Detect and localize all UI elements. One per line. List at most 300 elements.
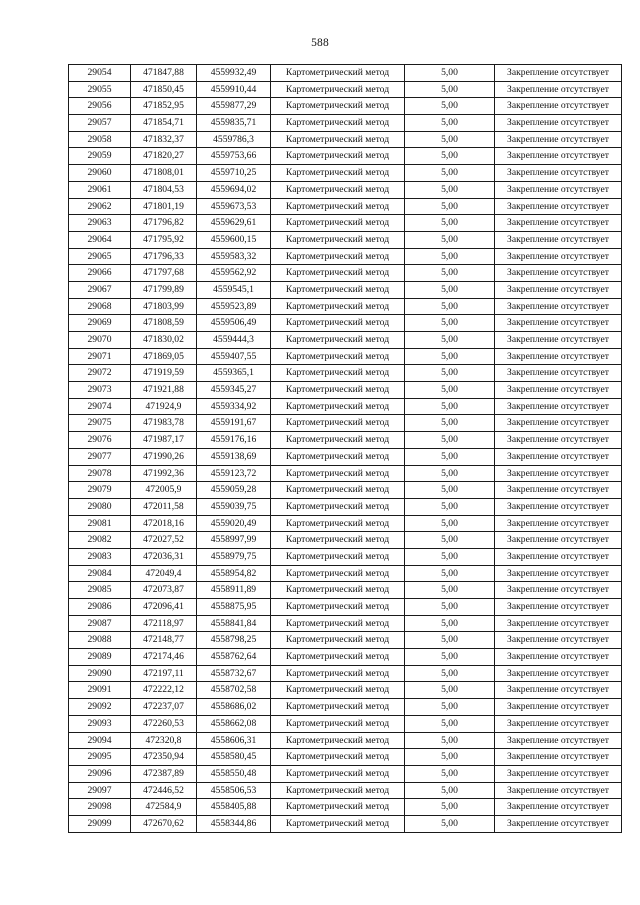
point-number-cell: 29054 — [69, 65, 131, 82]
y-coordinate-cell: 4559345,27 — [197, 382, 271, 399]
accuracy-cell: 5,00 — [405, 448, 495, 465]
table-row — [69, 765, 622, 782]
accuracy-cell: 5,00 — [405, 365, 495, 382]
fixation-cell: Закрепление отсутствует — [495, 749, 622, 766]
point-number-cell: 29092 — [69, 699, 131, 716]
table-row — [69, 65, 622, 82]
table-row — [69, 682, 622, 699]
y-coordinate-cell: 4558506,53 — [197, 782, 271, 799]
y-coordinate-cell: 4559176,16 — [197, 432, 271, 449]
y-coordinate-cell: 4559600,15 — [197, 231, 271, 248]
point-number-cell: 29080 — [69, 498, 131, 515]
accuracy-cell: 5,00 — [405, 532, 495, 549]
x-coordinate-cell: 471799,89 — [131, 281, 197, 298]
fixation-cell: Закрепление отсутствует — [495, 181, 622, 198]
fixation-cell: Закрепление отсутствует — [495, 765, 622, 782]
point-number-cell: 29073 — [69, 382, 131, 399]
table-row — [69, 165, 622, 182]
y-coordinate-cell: 4559444,3 — [197, 332, 271, 349]
x-coordinate-cell: 472222,12 — [131, 682, 197, 699]
method-cell: Картометрический метод — [271, 248, 405, 265]
y-coordinate-cell: 4559545,1 — [197, 281, 271, 298]
fixation-cell: Закрепление отсутствует — [495, 98, 622, 115]
y-coordinate-cell: 4559365,1 — [197, 365, 271, 382]
y-coordinate-cell: 4559877,29 — [197, 98, 271, 115]
table-row — [69, 115, 622, 132]
table-row — [69, 382, 622, 399]
x-coordinate-cell: 471796,33 — [131, 248, 197, 265]
method-cell: Картометрический метод — [271, 365, 405, 382]
y-coordinate-cell: 4558686,02 — [197, 699, 271, 716]
x-coordinate-cell: 472387,89 — [131, 765, 197, 782]
x-coordinate-cell: 472018,16 — [131, 515, 197, 532]
table-row — [69, 265, 622, 282]
table-row — [69, 248, 622, 265]
y-coordinate-cell: 4558875,95 — [197, 599, 271, 616]
fixation-cell: Закрепление отсутствует — [495, 298, 622, 315]
table-row — [69, 732, 622, 749]
x-coordinate-cell: 471990,26 — [131, 448, 197, 465]
method-cell: Картометрический метод — [271, 782, 405, 799]
accuracy-cell: 5,00 — [405, 215, 495, 232]
method-cell: Картометрический метод — [271, 732, 405, 749]
x-coordinate-cell: 471804,53 — [131, 181, 197, 198]
y-coordinate-cell: 4559138,69 — [197, 448, 271, 465]
method-cell: Картометрический метод — [271, 332, 405, 349]
accuracy-cell: 5,00 — [405, 699, 495, 716]
point-number-cell: 29064 — [69, 231, 131, 248]
fixation-cell: Закрепление отсутствует — [495, 482, 622, 499]
table-row — [69, 215, 622, 232]
x-coordinate-cell: 471852,95 — [131, 98, 197, 115]
x-coordinate-cell: 471832,37 — [131, 131, 197, 148]
accuracy-cell: 5,00 — [405, 348, 495, 365]
method-cell: Картометрический метод — [271, 599, 405, 616]
point-number-cell: 29089 — [69, 649, 131, 666]
method-cell: Картометрический метод — [271, 98, 405, 115]
point-number-cell: 29081 — [69, 515, 131, 532]
y-coordinate-cell: 4558732,67 — [197, 665, 271, 682]
table-row — [69, 465, 622, 482]
y-coordinate-cell: 4559835,71 — [197, 115, 271, 132]
point-number-cell: 29068 — [69, 298, 131, 315]
y-coordinate-cell: 4558997,99 — [197, 532, 271, 549]
fixation-cell: Закрепление отсутствует — [495, 231, 622, 248]
method-cell: Картометрический метод — [271, 515, 405, 532]
method-cell: Картометрический метод — [271, 532, 405, 549]
y-coordinate-cell: 4558762,64 — [197, 649, 271, 666]
x-coordinate-cell: 471921,88 — [131, 382, 197, 399]
accuracy-cell: 5,00 — [405, 799, 495, 816]
point-number-cell: 29059 — [69, 148, 131, 165]
table-row — [69, 348, 622, 365]
method-cell: Картометрический метод — [271, 298, 405, 315]
fixation-cell: Закрепление отсутствует — [495, 348, 622, 365]
y-coordinate-cell: 4558344,86 — [197, 815, 271, 832]
method-cell: Картометрический метод — [271, 465, 405, 482]
fixation-cell: Закрепление отсутствует — [495, 615, 622, 632]
fixation-cell: Закрепление отсутствует — [495, 649, 622, 666]
accuracy-cell: 5,00 — [405, 498, 495, 515]
fixation-cell: Закрепление отсутствует — [495, 465, 622, 482]
point-number-cell: 29097 — [69, 782, 131, 799]
method-cell: Картометрический метод — [271, 749, 405, 766]
y-coordinate-cell: 4559059,28 — [197, 482, 271, 499]
x-coordinate-cell: 471808,59 — [131, 315, 197, 332]
y-coordinate-cell: 4559629,61 — [197, 215, 271, 232]
x-coordinate-cell: 471796,82 — [131, 215, 197, 232]
fixation-cell: Закрепление отсутствует — [495, 415, 622, 432]
x-coordinate-cell: 471808,01 — [131, 165, 197, 182]
y-coordinate-cell: 4558662,08 — [197, 715, 271, 732]
accuracy-cell: 5,00 — [405, 382, 495, 399]
point-number-cell: 29096 — [69, 765, 131, 782]
y-coordinate-cell: 4558798,25 — [197, 632, 271, 649]
accuracy-cell: 5,00 — [405, 415, 495, 432]
accuracy-cell: 5,00 — [405, 265, 495, 282]
y-coordinate-cell: 4558911,89 — [197, 582, 271, 599]
fixation-cell: Закрепление отсутствует — [495, 682, 622, 699]
accuracy-cell: 5,00 — [405, 231, 495, 248]
x-coordinate-cell: 471924,9 — [131, 398, 197, 415]
method-cell: Картометрический метод — [271, 382, 405, 399]
y-coordinate-cell: 4559407,55 — [197, 348, 271, 365]
method-cell: Картометрический метод — [271, 815, 405, 832]
method-cell: Картометрический метод — [271, 632, 405, 649]
table-row — [69, 649, 622, 666]
fixation-cell: Закрепление отсутствует — [495, 332, 622, 349]
table-row — [69, 432, 622, 449]
accuracy-cell: 5,00 — [405, 332, 495, 349]
fixation-cell: Закрепление отсутствует — [495, 382, 622, 399]
coordinates-table — [68, 64, 622, 833]
x-coordinate-cell: 472148,77 — [131, 632, 197, 649]
fixation-cell: Закрепление отсутствует — [495, 398, 622, 415]
method-cell: Картометрический метод — [271, 448, 405, 465]
point-number-cell: 29099 — [69, 815, 131, 832]
point-number-cell: 29087 — [69, 615, 131, 632]
x-coordinate-cell: 471795,92 — [131, 231, 197, 248]
y-coordinate-cell: 4558979,75 — [197, 548, 271, 565]
table-row — [69, 398, 622, 415]
table-row — [69, 615, 622, 632]
table-row — [69, 632, 622, 649]
accuracy-cell: 5,00 — [405, 765, 495, 782]
method-cell: Картометрический метод — [271, 231, 405, 248]
y-coordinate-cell: 4559039,75 — [197, 498, 271, 515]
fixation-cell: Закрепление отсутствует — [495, 281, 622, 298]
y-coordinate-cell: 4558580,45 — [197, 749, 271, 766]
fixation-cell: Закрепление отсутствует — [495, 732, 622, 749]
coordinates-table-body — [69, 65, 622, 833]
accuracy-cell: 5,00 — [405, 98, 495, 115]
table-row — [69, 582, 622, 599]
method-cell: Картометрический метод — [271, 615, 405, 632]
table-row — [69, 665, 622, 682]
table-row — [69, 131, 622, 148]
accuracy-cell: 5,00 — [405, 131, 495, 148]
y-coordinate-cell: 4558606,31 — [197, 732, 271, 749]
x-coordinate-cell: 471830,02 — [131, 332, 197, 349]
y-coordinate-cell: 4559523,89 — [197, 298, 271, 315]
table-row — [69, 98, 622, 115]
accuracy-cell: 5,00 — [405, 465, 495, 482]
fixation-cell: Закрепление отсутствует — [495, 515, 622, 532]
y-coordinate-cell: 4559506,49 — [197, 315, 271, 332]
x-coordinate-cell: 472350,94 — [131, 749, 197, 766]
point-number-cell: 29056 — [69, 98, 131, 115]
point-number-cell: 29085 — [69, 582, 131, 599]
method-cell: Картометрический метод — [271, 398, 405, 415]
point-number-cell: 29057 — [69, 115, 131, 132]
x-coordinate-cell: 471869,05 — [131, 348, 197, 365]
table-row — [69, 81, 622, 98]
fixation-cell: Закрепление отсутствует — [495, 665, 622, 682]
accuracy-cell: 5,00 — [405, 248, 495, 265]
method-cell: Картометрический метод — [271, 165, 405, 182]
x-coordinate-cell: 472260,53 — [131, 715, 197, 732]
fixation-cell: Закрепление отсутствует — [495, 198, 622, 215]
x-coordinate-cell: 472174,46 — [131, 649, 197, 666]
accuracy-cell: 5,00 — [405, 548, 495, 565]
table-row — [69, 231, 622, 248]
accuracy-cell: 5,00 — [405, 482, 495, 499]
x-coordinate-cell: 472073,87 — [131, 582, 197, 599]
accuracy-cell: 5,00 — [405, 432, 495, 449]
accuracy-cell: 5,00 — [405, 65, 495, 82]
accuracy-cell: 5,00 — [405, 665, 495, 682]
method-cell: Картометрический метод — [271, 699, 405, 716]
y-coordinate-cell: 4559673,53 — [197, 198, 271, 215]
table-row — [69, 699, 622, 716]
x-coordinate-cell: 471801,19 — [131, 198, 197, 215]
accuracy-cell: 5,00 — [405, 632, 495, 649]
x-coordinate-cell: 472584,9 — [131, 799, 197, 816]
point-number-cell: 29060 — [69, 165, 131, 182]
fixation-cell: Закрепление отсутствует — [495, 432, 622, 449]
x-coordinate-cell: 472005,9 — [131, 482, 197, 499]
accuracy-cell: 5,00 — [405, 298, 495, 315]
accuracy-cell: 5,00 — [405, 715, 495, 732]
y-coordinate-cell: 4559910,44 — [197, 81, 271, 98]
method-cell: Картометрический метод — [271, 198, 405, 215]
table-row — [69, 498, 622, 515]
method-cell: Картометрический метод — [271, 548, 405, 565]
x-coordinate-cell: 472036,31 — [131, 548, 197, 565]
accuracy-cell: 5,00 — [405, 515, 495, 532]
table-row — [69, 715, 622, 732]
x-coordinate-cell: 472237,07 — [131, 699, 197, 716]
table-row — [69, 749, 622, 766]
x-coordinate-cell: 471992,36 — [131, 465, 197, 482]
fixation-cell: Закрепление отсутствует — [495, 632, 622, 649]
y-coordinate-cell: 4559123,72 — [197, 465, 271, 482]
method-cell: Картометрический метод — [271, 715, 405, 732]
point-number-cell: 29082 — [69, 532, 131, 549]
table-row — [69, 515, 622, 532]
method-cell: Картометрический метод — [271, 348, 405, 365]
table-row — [69, 482, 622, 499]
point-number-cell: 29091 — [69, 682, 131, 699]
method-cell: Картометрический метод — [271, 582, 405, 599]
x-coordinate-cell: 472049,4 — [131, 565, 197, 582]
method-cell: Картометрический метод — [271, 315, 405, 332]
method-cell: Картометрический метод — [271, 415, 405, 432]
method-cell: Картометрический метод — [271, 148, 405, 165]
method-cell: Картометрический метод — [271, 131, 405, 148]
fixation-cell: Закрепление отсутствует — [495, 815, 622, 832]
accuracy-cell: 5,00 — [405, 398, 495, 415]
table-row — [69, 565, 622, 582]
accuracy-cell: 5,00 — [405, 749, 495, 766]
point-number-cell: 29077 — [69, 448, 131, 465]
fixation-cell: Закрепление отсутствует — [495, 498, 622, 515]
fixation-cell: Закрепление отсутствует — [495, 532, 622, 549]
point-number-cell: 29075 — [69, 415, 131, 432]
y-coordinate-cell: 4559191,67 — [197, 415, 271, 432]
x-coordinate-cell: 471797,68 — [131, 265, 197, 282]
table-row — [69, 415, 622, 432]
x-coordinate-cell: 472446,52 — [131, 782, 197, 799]
accuracy-cell: 5,00 — [405, 198, 495, 215]
fixation-cell: Закрепление отсутствует — [495, 448, 622, 465]
y-coordinate-cell: 4559710,25 — [197, 165, 271, 182]
table-row — [69, 315, 622, 332]
fixation-cell: Закрепление отсутствует — [495, 715, 622, 732]
point-number-cell: 29069 — [69, 315, 131, 332]
x-coordinate-cell: 471803,99 — [131, 298, 197, 315]
method-cell: Картометрический метод — [271, 65, 405, 82]
fixation-cell: Закрепление отсутствует — [495, 65, 622, 82]
point-number-cell: 29093 — [69, 715, 131, 732]
method-cell: Картометрический метод — [271, 665, 405, 682]
accuracy-cell: 5,00 — [405, 782, 495, 799]
y-coordinate-cell: 4558550,48 — [197, 765, 271, 782]
fixation-cell: Закрепление отсутствует — [495, 248, 622, 265]
accuracy-cell: 5,00 — [405, 148, 495, 165]
fixation-cell: Закрепление отсутствует — [495, 265, 622, 282]
table-row — [69, 181, 622, 198]
table-row — [69, 548, 622, 565]
y-coordinate-cell: 4559020,49 — [197, 515, 271, 532]
table-row — [69, 198, 622, 215]
accuracy-cell: 5,00 — [405, 582, 495, 599]
point-number-cell: 29088 — [69, 632, 131, 649]
x-coordinate-cell: 472011,58 — [131, 498, 197, 515]
method-cell: Картометрический метод — [271, 498, 405, 515]
point-number-cell: 29086 — [69, 599, 131, 616]
fixation-cell: Закрепление отсутствует — [495, 131, 622, 148]
table-row — [69, 799, 622, 816]
point-number-cell: 29094 — [69, 732, 131, 749]
point-number-cell: 29078 — [69, 465, 131, 482]
table-row — [69, 281, 622, 298]
x-coordinate-cell: 472118,97 — [131, 615, 197, 632]
method-cell: Картометрический метод — [271, 215, 405, 232]
fixation-cell: Закрепление отсутствует — [495, 599, 622, 616]
fixation-cell: Закрепление отсутствует — [495, 699, 622, 716]
fixation-cell: Закрепление отсутствует — [495, 315, 622, 332]
method-cell: Картометрический метод — [271, 181, 405, 198]
point-number-cell: 29071 — [69, 348, 131, 365]
accuracy-cell: 5,00 — [405, 165, 495, 182]
point-number-cell: 29055 — [69, 81, 131, 98]
table-row — [69, 448, 622, 465]
y-coordinate-cell: 4559694,02 — [197, 181, 271, 198]
method-cell: Картометрический метод — [271, 281, 405, 298]
y-coordinate-cell: 4559786,3 — [197, 131, 271, 148]
x-coordinate-cell: 471820,27 — [131, 148, 197, 165]
fixation-cell: Закрепление отсутствует — [495, 582, 622, 599]
table-row — [69, 148, 622, 165]
fixation-cell: Закрепление отсутствует — [495, 165, 622, 182]
x-coordinate-cell: 472197,11 — [131, 665, 197, 682]
method-cell: Картометрический метод — [271, 765, 405, 782]
y-coordinate-cell: 4559583,32 — [197, 248, 271, 265]
accuracy-cell: 5,00 — [405, 315, 495, 332]
point-number-cell: 29058 — [69, 131, 131, 148]
table-row — [69, 298, 622, 315]
point-number-cell: 29095 — [69, 749, 131, 766]
accuracy-cell: 5,00 — [405, 181, 495, 198]
x-coordinate-cell: 472670,62 — [131, 815, 197, 832]
method-cell: Картометрический метод — [271, 682, 405, 699]
x-coordinate-cell: 471919,59 — [131, 365, 197, 382]
method-cell: Картометрический метод — [271, 649, 405, 666]
fixation-cell: Закрепление отсутствует — [495, 565, 622, 582]
table-row — [69, 815, 622, 832]
x-coordinate-cell: 472320,8 — [131, 732, 197, 749]
accuracy-cell: 5,00 — [405, 281, 495, 298]
table-row — [69, 782, 622, 799]
point-number-cell: 29074 — [69, 398, 131, 415]
point-number-cell: 29072 — [69, 365, 131, 382]
page-number: 588 — [311, 37, 329, 49]
x-coordinate-cell: 472096,41 — [131, 599, 197, 616]
point-number-cell: 29083 — [69, 548, 131, 565]
x-coordinate-cell: 471983,78 — [131, 415, 197, 432]
y-coordinate-cell: 4559562,92 — [197, 265, 271, 282]
method-cell: Картометрический метод — [271, 115, 405, 132]
fixation-cell: Закрепление отсутствует — [495, 81, 622, 98]
accuracy-cell: 5,00 — [405, 615, 495, 632]
accuracy-cell: 5,00 — [405, 115, 495, 132]
point-number-cell: 29098 — [69, 799, 131, 816]
method-cell: Картометрический метод — [271, 565, 405, 582]
method-cell: Картометрический метод — [271, 799, 405, 816]
table-row — [69, 365, 622, 382]
accuracy-cell: 5,00 — [405, 565, 495, 582]
accuracy-cell: 5,00 — [405, 81, 495, 98]
y-coordinate-cell: 4558405,88 — [197, 799, 271, 816]
point-number-cell: 29070 — [69, 332, 131, 349]
fixation-cell: Закрепление отсутствует — [495, 115, 622, 132]
point-number-cell: 29084 — [69, 565, 131, 582]
point-number-cell: 29067 — [69, 281, 131, 298]
y-coordinate-cell: 4558954,82 — [197, 565, 271, 582]
y-coordinate-cell: 4558841,84 — [197, 615, 271, 632]
method-cell: Картометрический метод — [271, 265, 405, 282]
accuracy-cell: 5,00 — [405, 682, 495, 699]
y-coordinate-cell: 4559334,92 — [197, 398, 271, 415]
point-number-cell: 29076 — [69, 432, 131, 449]
point-number-cell: 29090 — [69, 665, 131, 682]
point-number-cell: 29061 — [69, 181, 131, 198]
x-coordinate-cell: 472027,52 — [131, 532, 197, 549]
table-row — [69, 532, 622, 549]
method-cell: Картометрический метод — [271, 482, 405, 499]
x-coordinate-cell: 471987,17 — [131, 432, 197, 449]
